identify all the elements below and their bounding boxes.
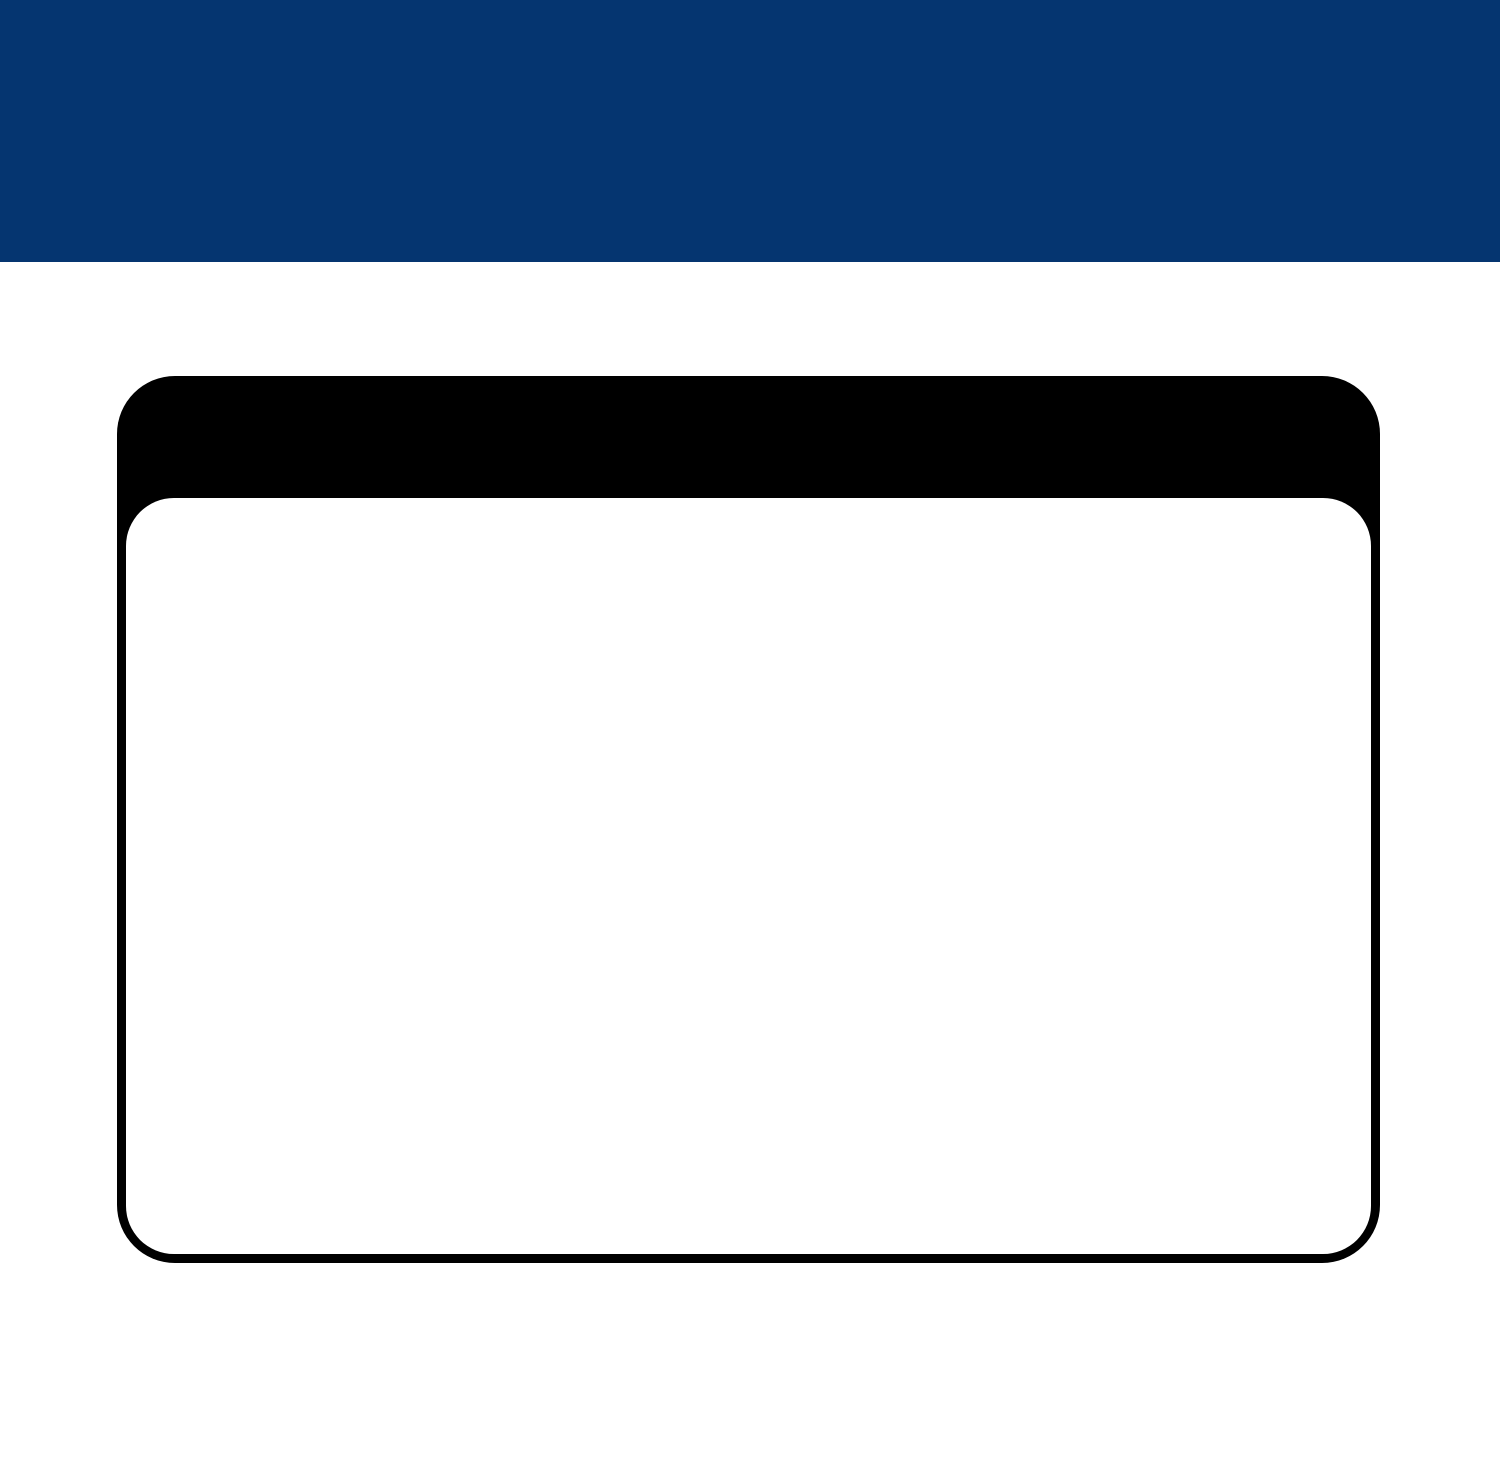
feeding-guide-card bbox=[117, 376, 1380, 1263]
header-banner bbox=[0, 0, 1500, 262]
card-title bbox=[117, 376, 1380, 498]
feeding-table bbox=[126, 498, 1371, 1254]
